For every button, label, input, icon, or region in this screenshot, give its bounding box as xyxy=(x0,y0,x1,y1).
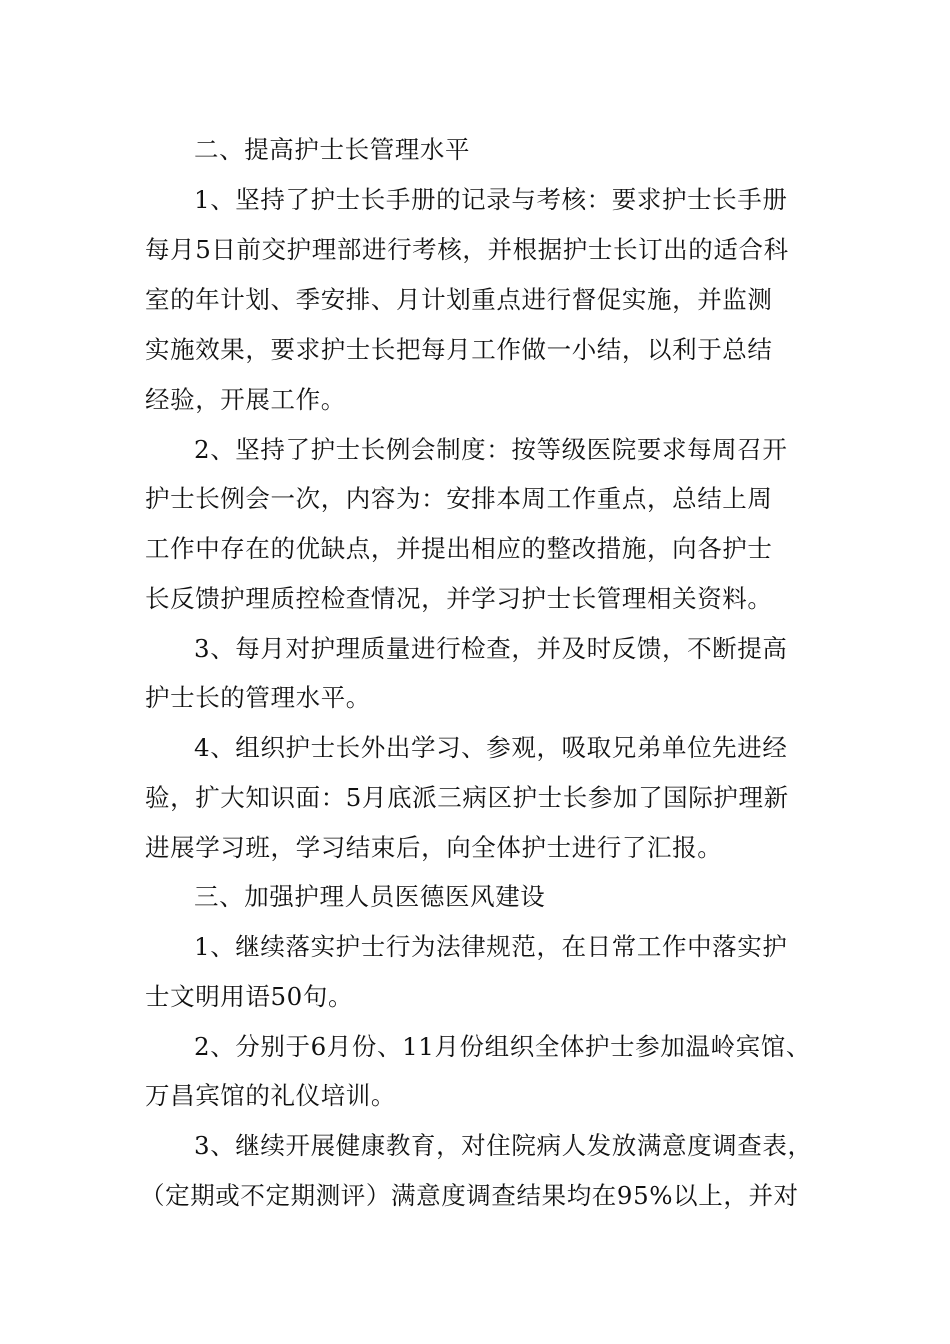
paragraph-line: 护士长的管理水平。 xyxy=(145,683,371,712)
paragraph-line: 士文明用语50句。 xyxy=(145,982,354,1011)
paragraph-line: 长反馈护理质控检查情况，并学习护士长管理相关资料。 xyxy=(145,584,773,613)
paragraph-line: 进展学习班，学习结束后，向全体护士进行了汇报。 xyxy=(145,833,723,862)
paragraph-line: 护士长例会一次，内容为：安排本周工作重点，总结上周 xyxy=(145,484,773,513)
section-heading-3: 三、加强护理人员医德医风建设 xyxy=(194,882,546,911)
paragraph-line: 1、坚持了护士长手册的记录与考核：要求护士长手册 xyxy=(194,185,788,214)
paragraph-line: 2、坚持了护士长例会制度：按等级医院要求每周召开 xyxy=(194,435,788,464)
paragraph-line: 每月5日前交护理部进行考核，并根据护士长订出的适合科 xyxy=(145,235,789,264)
section-heading-2: 二、提高护士长管理水平 xyxy=(194,135,471,164)
paragraph-line: 1、继续落实护士行为法律规范，在日常工作中落实护 xyxy=(194,932,788,961)
paragraph-line: 室的年计划、季安排、月计划重点进行督促实施，并监测 xyxy=(145,285,773,314)
paragraph-line: 验，扩大知识面：5月底派三病区护士长参加了国际护理新 xyxy=(145,783,789,812)
paragraph-line: 3、每月对护理质量进行检查，并及时反馈，不断提高 xyxy=(194,634,788,663)
paragraph-line: 万昌宾馆的礼仪培训。 xyxy=(145,1081,396,1110)
paragraph-line: 2、分别于6月份、11月份组织全体护士参加温岭宾馆、 xyxy=(194,1032,811,1061)
paragraph-line: 实施效果，要求护士长把每月工作做一小结，以利于总结 xyxy=(145,335,773,364)
paragraph-line: 4、组织护士长外出学习、参观，吸取兄弟单位先进经 xyxy=(194,733,788,762)
paragraph-line: 工作中存在的优缺点，并提出相应的整改措施，向各护士 xyxy=(145,534,773,563)
paragraph-line: （定期或不定期测评）满意度调查结果均在95%以上，并对 xyxy=(140,1181,799,1210)
paragraph-line: 3、继续开展健康教育，对住院病人发放满意度调查表， xyxy=(194,1131,813,1160)
paragraph-line: 经验，开展工作。 xyxy=(145,385,346,414)
